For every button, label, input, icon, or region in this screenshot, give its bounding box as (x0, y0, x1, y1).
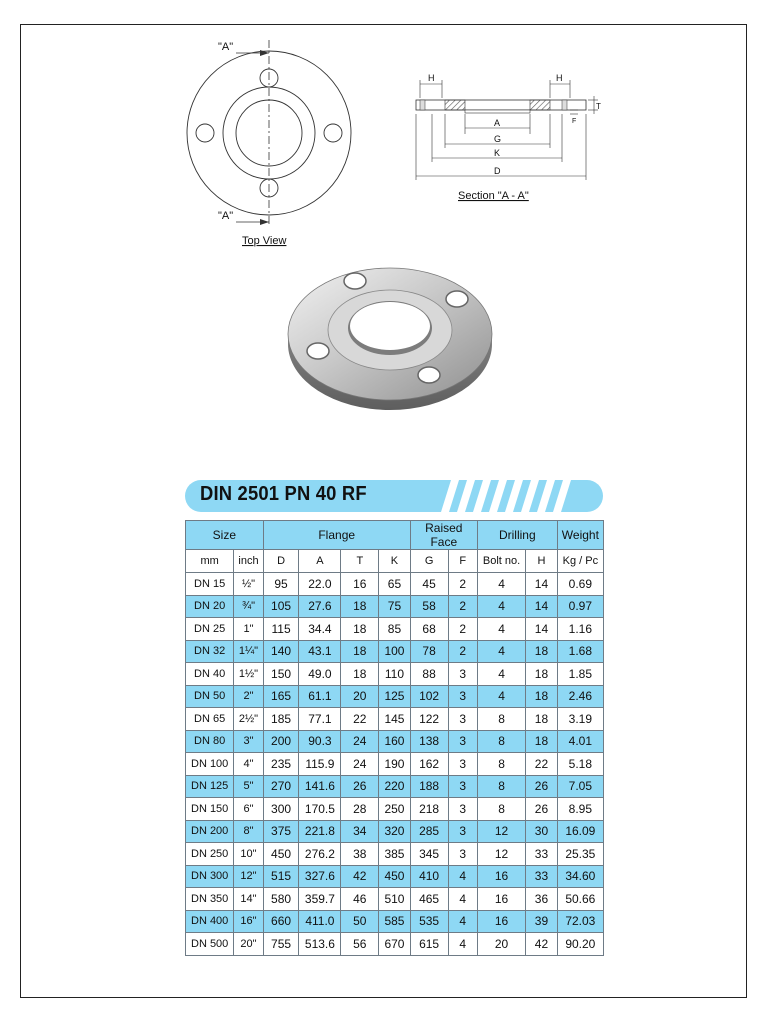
section-marker-top: "A" (218, 41, 234, 53)
group-header-drilling: Drilling (477, 521, 557, 550)
table-cell: 235 (263, 753, 299, 776)
table-cell: DN 250 (186, 843, 234, 866)
table-cell: 30 (526, 820, 558, 843)
table-cell: 42 (526, 933, 558, 956)
table-cell: 3" (234, 730, 263, 753)
table-cell: 138 (410, 730, 448, 753)
table-cell: DN 125 (186, 775, 234, 798)
table-cell: 670 (379, 933, 411, 956)
table-cell: 465 (410, 888, 448, 911)
group-header-raised-face: Raised Face (410, 521, 477, 550)
table-cell: 58 (410, 595, 448, 618)
table-cell: 18 (341, 618, 379, 641)
table-cell: 18 (526, 663, 558, 686)
table-cell: 61.1 (299, 685, 341, 708)
table-cell: 4 (477, 640, 525, 663)
table-cell: 8.95 (557, 798, 603, 821)
table-cell: 660 (263, 910, 299, 933)
table-cell: DN 50 (186, 685, 234, 708)
table-cell: 145 (379, 708, 411, 731)
table-cell: 16 (477, 910, 525, 933)
table-cell: 88 (410, 663, 448, 686)
table-cell: 190 (379, 753, 411, 776)
col-header-inch: inch (234, 550, 263, 573)
table-cell: 16.09 (557, 820, 603, 843)
table-cell: 270 (263, 775, 299, 798)
table-cell: 585 (379, 910, 411, 933)
col-header-d: D (263, 550, 299, 573)
table-cell: 24 (341, 730, 379, 753)
table-cell: 220 (379, 775, 411, 798)
table-cell: 14" (234, 888, 263, 911)
table-cell: 5.18 (557, 753, 603, 776)
table-cell: 43.1 (299, 640, 341, 663)
table-cell: 12" (234, 865, 263, 888)
table-cell: 3 (448, 685, 477, 708)
table-cell: 3 (448, 775, 477, 798)
table-cell: 16 (477, 888, 525, 911)
table-cell: 34.4 (299, 618, 341, 641)
table-cell: DN 500 (186, 933, 234, 956)
table-cell: 250 (379, 798, 411, 821)
table-cell: 615 (410, 933, 448, 956)
table-cell: 42 (341, 865, 379, 888)
table-cell: 16 (477, 865, 525, 888)
spec-table (185, 520, 604, 956)
table-cell: 1½" (234, 663, 263, 686)
table-cell: 18 (526, 730, 558, 753)
table-cell: 200 (263, 730, 299, 753)
dim-t: T (596, 102, 601, 111)
table-row (186, 753, 604, 776)
table-cell: 18 (526, 708, 558, 731)
col-header-k: K (379, 550, 411, 573)
table-row (186, 798, 604, 821)
table-cell: 3 (448, 843, 477, 866)
table-cell: 26 (526, 775, 558, 798)
table-cell: 50.66 (557, 888, 603, 911)
table-cell: 56 (341, 933, 379, 956)
table-cell: 34 (341, 820, 379, 843)
col-header-weight: Kg / Pc (557, 550, 603, 573)
table-cell: 345 (410, 843, 448, 866)
table-cell: DN 350 (186, 888, 234, 911)
table-row (186, 933, 604, 956)
table-cell: 165 (263, 685, 299, 708)
table-cell: 5" (234, 775, 263, 798)
banner-title: DIN 2501 PN 40 RF (200, 483, 367, 505)
table-cell: 4" (234, 753, 263, 776)
table-cell: 18 (526, 685, 558, 708)
table-cell: 49.0 (299, 663, 341, 686)
col-header-bolt-no: Bolt no. (477, 550, 525, 573)
table-cell: 276.2 (299, 843, 341, 866)
table-cell: 22 (526, 753, 558, 776)
table-cell: 20 (477, 933, 525, 956)
table-cell: 0.97 (557, 595, 603, 618)
table-cell: 45 (410, 573, 448, 596)
table-cell: 25.35 (557, 843, 603, 866)
table-cell: 90.3 (299, 730, 341, 753)
table-cell: 327.6 (299, 865, 341, 888)
table-cell: 75 (379, 595, 411, 618)
flange-product-image (282, 258, 498, 418)
table-cell: DN 65 (186, 708, 234, 731)
table-cell: 4 (477, 595, 525, 618)
dim-h-right: H (556, 73, 563, 83)
table-row (186, 573, 604, 596)
table-cell: 2.46 (557, 685, 603, 708)
table-cell: 141.6 (299, 775, 341, 798)
dim-h-left: H (428, 73, 435, 83)
table-row (186, 618, 604, 641)
group-header-flange: Flange (263, 521, 410, 550)
table-row (186, 685, 604, 708)
table-cell: 4 (448, 933, 477, 956)
table-cell: 385 (379, 843, 411, 866)
table-cell: 14 (526, 573, 558, 596)
table-cell: 125 (379, 685, 411, 708)
table-cell: 122 (410, 708, 448, 731)
table-cell: 8 (477, 730, 525, 753)
table-row (186, 843, 604, 866)
table-cell: 4.01 (557, 730, 603, 753)
table-row (186, 888, 604, 911)
table-cell: 65 (379, 573, 411, 596)
table-cell: 6" (234, 798, 263, 821)
table-cell: DN 32 (186, 640, 234, 663)
top-view-drawing (180, 36, 360, 252)
table-cell: 36 (526, 888, 558, 911)
table-row (186, 820, 604, 843)
table-cell: 20 (341, 685, 379, 708)
table-cell: 110 (379, 663, 411, 686)
table-cell: ¾" (234, 595, 263, 618)
table-cell: 20" (234, 933, 263, 956)
section-drawing (402, 68, 602, 206)
table-row (186, 730, 604, 753)
table-cell: 22 (341, 708, 379, 731)
table-cell: 4 (448, 865, 477, 888)
col-header-mm: mm (186, 550, 234, 573)
table-cell: 77.1 (299, 708, 341, 731)
table-cell: 4 (448, 910, 477, 933)
table-row (186, 865, 604, 888)
table-cell: 12 (477, 820, 525, 843)
table-cell: 12 (477, 843, 525, 866)
table-cell: 3 (448, 820, 477, 843)
dim-k: K (494, 148, 501, 158)
table-cell: 22.0 (299, 573, 341, 596)
table-cell: 24 (341, 753, 379, 776)
group-header-size: Size (186, 521, 264, 550)
table-cell: 4 (477, 685, 525, 708)
table-cell: 150 (263, 663, 299, 686)
table-cell: 1.16 (557, 618, 603, 641)
table-cell: 3 (448, 663, 477, 686)
table-cell: DN 100 (186, 753, 234, 776)
table-cell: 105 (263, 595, 299, 618)
table-cell: 755 (263, 933, 299, 956)
table-cell: 3 (448, 708, 477, 731)
table-cell: 39 (526, 910, 558, 933)
table-cell: ½" (234, 573, 263, 596)
table-cell: 16" (234, 910, 263, 933)
table-cell: DN 20 (186, 595, 234, 618)
col-header-h: H (526, 550, 558, 573)
table-cell: 320 (379, 820, 411, 843)
col-header-g: G (410, 550, 448, 573)
table-cell: 28 (341, 798, 379, 821)
table-cell: 100 (379, 640, 411, 663)
dim-g: G (494, 134, 502, 144)
table-cell: 18 (526, 640, 558, 663)
dim-d: D (494, 166, 501, 176)
table-cell: 46 (341, 888, 379, 911)
table-cell: 1" (234, 618, 263, 641)
table-row (186, 910, 604, 933)
table-cell: 4 (448, 888, 477, 911)
table-cell: 7.05 (557, 775, 603, 798)
table-cell: 33 (526, 843, 558, 866)
table-cell: 411.0 (299, 910, 341, 933)
table-cell: 16 (341, 573, 379, 596)
table-cell: 2 (448, 573, 477, 596)
dim-f: F (572, 118, 577, 125)
table-row (186, 708, 604, 731)
table-cell: DN 200 (186, 820, 234, 843)
table-cell: 170.5 (299, 798, 341, 821)
table-cell: 188 (410, 775, 448, 798)
table-cell: 33 (526, 865, 558, 888)
table-cell: 95 (263, 573, 299, 596)
table-cell: 2 (448, 618, 477, 641)
group-header-weight: Weight (557, 521, 603, 550)
table-cell: 4 (477, 573, 525, 596)
table-cell: 359.7 (299, 888, 341, 911)
table-row (186, 640, 604, 663)
table-cell: 2 (448, 595, 477, 618)
table-cell: 285 (410, 820, 448, 843)
table-cell: DN 400 (186, 910, 234, 933)
table-cell: DN 40 (186, 663, 234, 686)
table-cell: DN 15 (186, 573, 234, 596)
table-cell: DN 80 (186, 730, 234, 753)
table-cell: 3 (448, 798, 477, 821)
table-cell: 50 (341, 910, 379, 933)
table-cell: 90.20 (557, 933, 603, 956)
table-cell: 14 (526, 618, 558, 641)
table-cell: 85 (379, 618, 411, 641)
table-cell: 18 (341, 663, 379, 686)
table-cell: DN 150 (186, 798, 234, 821)
table-cell: 27.6 (299, 595, 341, 618)
table-cell: 18 (341, 595, 379, 618)
table-cell: 14 (526, 595, 558, 618)
table-cell: 535 (410, 910, 448, 933)
table-cell: 185 (263, 708, 299, 731)
top-view-caption: Top View (242, 235, 287, 247)
table-cell: 26 (341, 775, 379, 798)
table-cell: 26 (526, 798, 558, 821)
table-cell: 162 (410, 753, 448, 776)
dim-a: A (494, 118, 501, 128)
table-cell: 8 (477, 753, 525, 776)
table-cell: 140 (263, 640, 299, 663)
table-cell: 18 (341, 640, 379, 663)
col-header-f: F (448, 550, 477, 573)
section-marker-bottom: "A" (218, 210, 234, 222)
table-cell: 218 (410, 798, 448, 821)
table-cell: 115 (263, 618, 299, 641)
table-cell: 8 (477, 775, 525, 798)
col-header-a: A (299, 550, 341, 573)
table-cell: 10" (234, 843, 263, 866)
table-cell: 410 (410, 865, 448, 888)
table-cell: 450 (263, 843, 299, 866)
table-cell: 513.6 (299, 933, 341, 956)
bolt-hole-left (196, 124, 214, 142)
table-cell: 2½" (234, 708, 263, 731)
table-cell: 34.60 (557, 865, 603, 888)
table-cell: DN 25 (186, 618, 234, 641)
table-cell: 580 (263, 888, 299, 911)
table-cell: 1¼" (234, 640, 263, 663)
flange-body (416, 100, 586, 110)
table-cell: 8" (234, 820, 263, 843)
table-cell: 3.19 (557, 708, 603, 731)
table-cell: 8 (477, 798, 525, 821)
table-cell: 4 (477, 663, 525, 686)
table-cell: 221.8 (299, 820, 341, 843)
col-header-t: T (341, 550, 379, 573)
table-cell: 515 (263, 865, 299, 888)
table-cell: 2 (448, 640, 477, 663)
bolt-hole-right (324, 124, 342, 142)
table-cell: 0.69 (557, 573, 603, 596)
table-cell: 375 (263, 820, 299, 843)
table-cell: 115.9 (299, 753, 341, 776)
table-cell: 38 (341, 843, 379, 866)
table-cell: 450 (379, 865, 411, 888)
table-cell: 3 (448, 753, 477, 776)
table-cell: 102 (410, 685, 448, 708)
table-cell: DN 300 (186, 865, 234, 888)
table-cell: 3 (448, 730, 477, 753)
table-row (186, 663, 604, 686)
table-cell: 300 (263, 798, 299, 821)
table-cell: 1.85 (557, 663, 603, 686)
table-cell: 78 (410, 640, 448, 663)
table-row (186, 595, 604, 618)
table-cell: 68 (410, 618, 448, 641)
table-cell: 510 (379, 888, 411, 911)
table-cell: 2" (234, 685, 263, 708)
table-cell: 1.68 (557, 640, 603, 663)
table-row (186, 775, 604, 798)
table-cell: 72.03 (557, 910, 603, 933)
table-cell: 4 (477, 618, 525, 641)
table-cell: 160 (379, 730, 411, 753)
section-caption: Section "A - A" (458, 190, 529, 202)
table-cell: 8 (477, 708, 525, 731)
